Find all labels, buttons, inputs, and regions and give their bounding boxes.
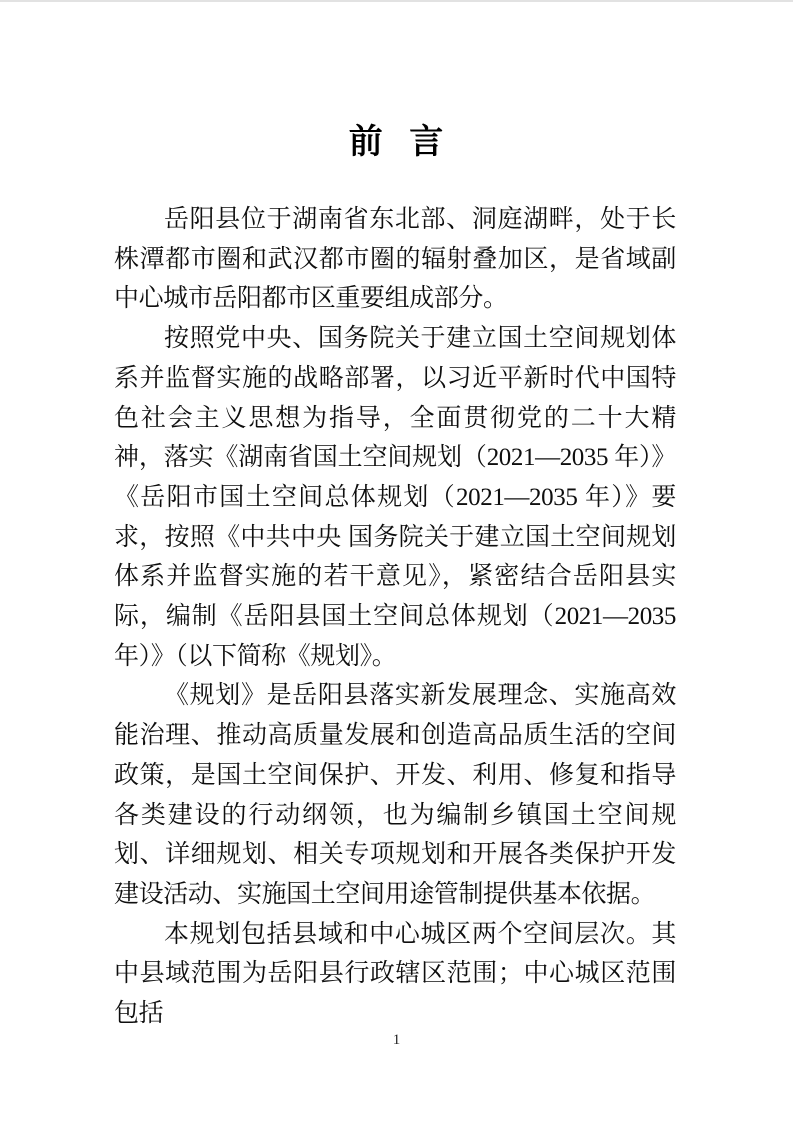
paragraph: 《规划》是岳阳县落实新发展理念、实施高效能治理、推动高质量发展和创造高品质生活的空间政策，是国土空间保护、开发、利用、修复和指导各类建设的行动纲领，也为编制乡镇国土空间规划、详细规划、相关专项规划和开展各类保护开发建设活动、实施国土空间用途管制提供基本依据。 — [114, 682, 676, 908]
scan-top-edge — [0, 0, 793, 2]
page-title: 前 言 — [348, 124, 445, 161]
paragraph: 按照党中央、国务院关于建立国土空间规划体系并监督实施的战略部署，以习近平新时代中国特色社会主义思想为指导，全面贯彻党的二十大精神，落实《湖南省国土空间规划（2021—2035 年）》《岳阳市国土空间总体规划（2021—2035 年）》要求，按照《中共中央 国务院关于建立国土空间规划体系并监督实施的若干意见》，紧密结合岳阳县实际，编制《岳阳县国土空间总体规划（2021—2035 年）》（以下简称《规划》。 — [114, 325, 676, 670]
paragraph: 岳阳县位于湖南省东北部、洞庭湖畔，处于长株潭都市圈和武汉都市圈的辐射叠加区，是省域副中心城市岳阳都市区重要组成部分。 — [114, 206, 676, 313]
document-body — [114, 200, 676, 1034]
paragraph: 本规划包括县域和中心城区两个空间层次。其中县域范围为岳阳县行政辖区范围；中心城区范围包括 — [114, 920, 676, 1028]
page-number: 1 — [392, 1032, 401, 1048]
